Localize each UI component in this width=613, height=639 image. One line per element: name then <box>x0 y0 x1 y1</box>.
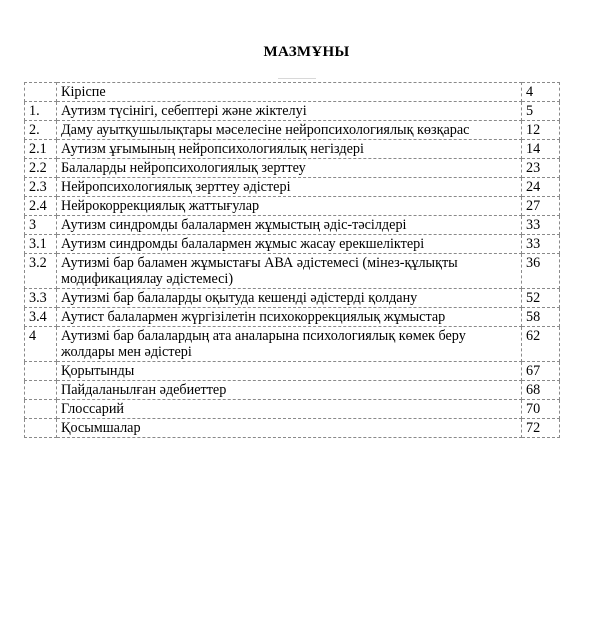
toc-row-title: Қорытынды <box>57 362 522 381</box>
toc-row-title: Аутизмі бар балаларды оқытуда кешенді әдістерді қолдану <box>57 289 522 308</box>
toc-row-number <box>25 419 57 438</box>
toc-row <box>25 197 560 216</box>
toc-row-page: 72 <box>522 419 560 438</box>
toc-row-number: 2.1 <box>25 140 57 159</box>
toc-row-title: Даму ауытқушылықтары мәселесіне нейропсихологиялық көзқарас <box>57 121 522 140</box>
toc-row-page: 33 <box>522 216 560 235</box>
toc-row-title: Аутизм синдромды балалармен жұмыс жасау ерекшеліктері <box>57 235 522 254</box>
toc-row <box>25 140 560 159</box>
toc-row <box>25 159 560 178</box>
toc-row <box>25 83 560 102</box>
toc-row <box>25 381 560 400</box>
toc-row <box>25 216 560 235</box>
toc-row-page: 4 <box>522 83 560 102</box>
toc-row-number: 4 <box>25 327 57 362</box>
toc-row-title: Кіріспе <box>57 83 522 102</box>
toc-row-number <box>25 400 57 419</box>
toc-row-title: Аутизм синдромды балалармен жұмыстың әдіс-тәсілдері <box>57 216 522 235</box>
toc-row-page: 67 <box>522 362 560 381</box>
toc-row-number: 3 <box>25 216 57 235</box>
toc-row-title: Глоссарий <box>57 400 522 419</box>
toc-row-page: 24 <box>522 178 560 197</box>
toc-row-title: Нейрокоррекциялық жаттығулар <box>57 197 522 216</box>
toc-row <box>25 362 560 381</box>
toc-row-page: 12 <box>522 121 560 140</box>
toc-row-number: 3.2 <box>25 254 57 289</box>
toc-row-title: Нейропсихологиялық зерттеу әдістері <box>57 178 522 197</box>
toc-row-number: 2. <box>25 121 57 140</box>
toc-row-page: 62 <box>522 327 560 362</box>
toc-row-number: 3.1 <box>25 235 57 254</box>
toc-row <box>25 178 560 197</box>
toc-row-number: 3.3 <box>25 289 57 308</box>
toc-row <box>25 102 560 121</box>
toc-row <box>25 235 560 254</box>
toc-row-number: 2.4 <box>25 197 57 216</box>
toc-row <box>25 419 560 438</box>
toc-row-page: 58 <box>522 308 560 327</box>
toc-row-page: 23 <box>522 159 560 178</box>
toc-row-title: Аутизмі бар балалардың ата аналарына психологиялық көмек беру жолдары мен әдістері <box>57 327 522 362</box>
toc-row <box>25 121 560 140</box>
toc-row-page: 27 <box>522 197 560 216</box>
toc-row-title: Пайдаланылған әдебиеттер <box>57 381 522 400</box>
toc-row-page: 5 <box>522 102 560 121</box>
toc-row-title: Аутизм ұғымының нейропсихологиялық негіздері <box>57 140 522 159</box>
toc-row-number: 3.4 <box>25 308 57 327</box>
page-title: МАЗМҰНЫ <box>263 44 350 60</box>
toc-row-number: 2.2 <box>25 159 57 178</box>
toc-row-page: 68 <box>522 381 560 400</box>
toc-row-number: 2.3 <box>25 178 57 197</box>
title-divider <box>278 78 316 79</box>
toc-row-page: 52 <box>522 289 560 308</box>
toc-row-number: 1. <box>25 102 57 121</box>
toc-row-page: 70 <box>522 400 560 419</box>
toc-row <box>25 308 560 327</box>
toc-row-number <box>25 362 57 381</box>
toc-row <box>25 254 560 289</box>
toc-row-page: 36 <box>522 254 560 289</box>
toc-row-title: Аутизмі бар баламен жұмыстағы АВА әдістемесі (мінез-құлықты модификациялау әдістемесі) <box>57 254 522 289</box>
toc-row-number <box>25 83 57 102</box>
toc-row-title: Қосымшалар <box>57 419 522 438</box>
toc-row-page: 14 <box>522 140 560 159</box>
toc-row-title: Аутизм түсінігі, себептері және жіктелуі <box>57 102 522 121</box>
toc-row <box>25 289 560 308</box>
toc-row-page: 33 <box>522 235 560 254</box>
toc-row-title: Балаларды нейропсихологиялық зерттеу <box>57 159 522 178</box>
toc-row <box>25 327 560 362</box>
toc-row <box>25 400 560 419</box>
table-of-contents <box>24 82 560 438</box>
toc-row-title: Аутист балалармен жүргізілетін психокоррекциялық жұмыстар <box>57 308 522 327</box>
toc-row-number <box>25 381 57 400</box>
